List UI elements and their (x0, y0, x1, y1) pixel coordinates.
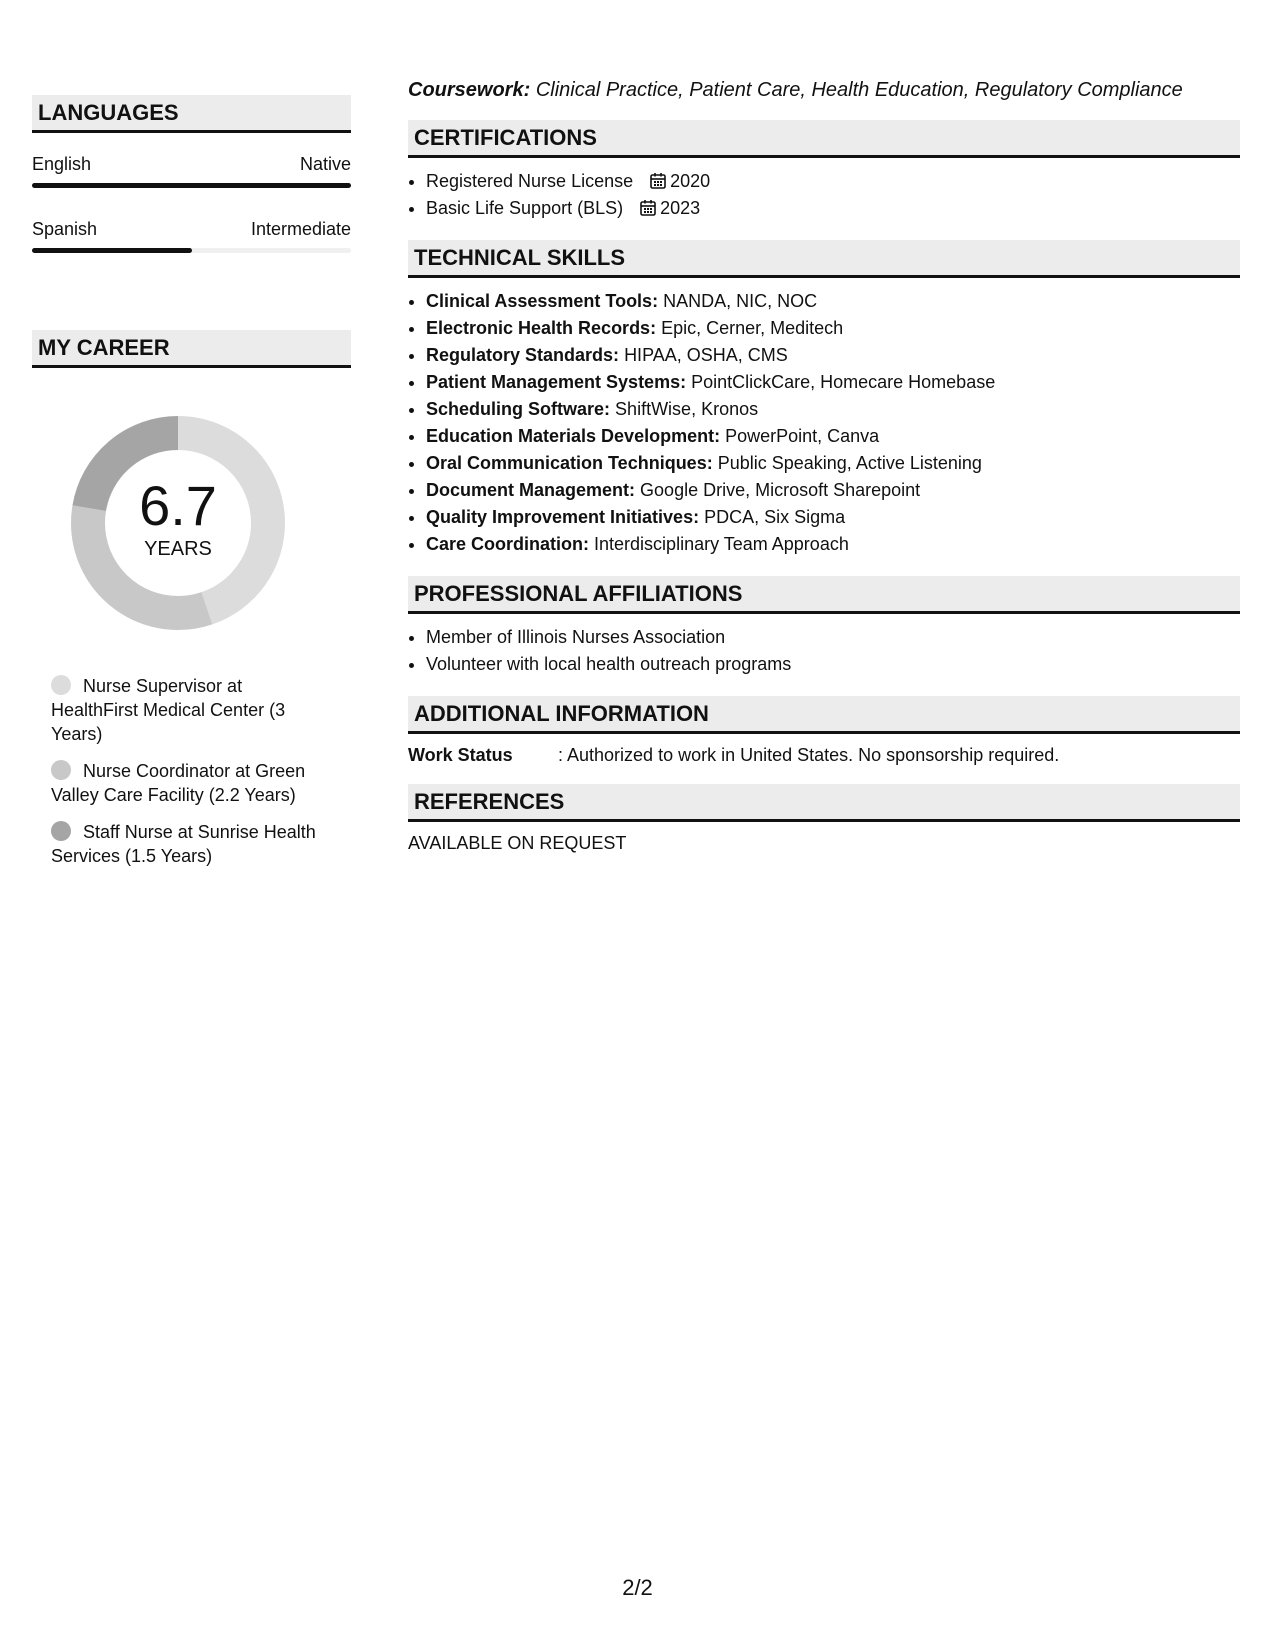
certification-name: Registered Nurse License (426, 171, 634, 191)
skill-label: Patient Management Systems: (426, 372, 687, 392)
skill-value: Epic, Cerner, Meditech (661, 318, 844, 338)
right-column (408, 78, 1240, 854)
technical-skills-section (408, 240, 1240, 558)
skill-label: Care Coordination: (426, 534, 590, 554)
calendar-icon (640, 199, 656, 216)
list-item: • Member of Illinois Nurses Association (426, 624, 1240, 651)
affiliations-list (408, 624, 1240, 678)
skill-value: HIPAA, OSHA, CMS (624, 345, 788, 365)
skill-value: Interdisciplinary Team Approach (594, 534, 849, 554)
page-number: 2/2 (622, 1575, 653, 1600)
language-level: Intermediate (250, 219, 351, 239)
career-legend (51, 674, 321, 868)
legend-item (51, 820, 321, 868)
calendar-icon (650, 172, 666, 189)
career-donut-chart (65, 410, 291, 636)
list-item (426, 477, 1240, 504)
legend-dot (51, 760, 71, 780)
work-status-value: : Authorized to work in United States. No sponsorship required. (558, 745, 1060, 765)
skill-label: Quality Improvement Initiatives: (426, 507, 700, 527)
list-item (426, 396, 1240, 423)
skill-value: ShiftWise, Kronos (615, 399, 759, 419)
skill-value: Google Drive, Microsoft Sharepoint (640, 480, 921, 500)
skill-value: PDCA, Six Sigma (704, 507, 846, 527)
career-total-years: 6.7 (139, 474, 217, 537)
list-item (426, 450, 1240, 477)
legend-item (51, 674, 321, 746)
references-value: AVAILABLE ON REQUEST (408, 833, 627, 853)
certifications-heading: CERTIFICATIONS (408, 120, 1240, 158)
legend-label: Staff Nurse at Sunrise Health Services (1.5 Years) (51, 822, 316, 866)
language-bar (32, 248, 351, 253)
list-item (426, 504, 1240, 531)
language-item (32, 153, 351, 188)
affiliations-section (408, 576, 1240, 678)
legend-dot (51, 821, 71, 841)
list-item (426, 423, 1240, 450)
language-level: Native (299, 154, 351, 174)
technical-skills-list (408, 288, 1240, 558)
skill-value: Public Speaking, Active Listening (717, 453, 982, 473)
additional-info-section (408, 696, 1240, 766)
skill-value: NANDA, NIC, NOC (663, 291, 818, 311)
certification-year: 2020 (670, 171, 711, 191)
skill-label: Electronic Health Records: (426, 318, 657, 338)
legend-label: Nurse Coordinator at Green Valley Care Facility (2.2 Years) (51, 761, 306, 805)
language-bar-fill (32, 248, 192, 253)
list-item (426, 195, 1240, 222)
language-name: English (32, 154, 92, 174)
skill-label: Regulatory Standards: (426, 345, 620, 365)
skill-label: Education Materials Development: (426, 426, 721, 446)
coursework-label: Coursework: (408, 79, 531, 101)
affiliations-heading: PROFESSIONAL AFFILIATIONS (408, 576, 1240, 614)
skill-label: Document Management: (426, 480, 636, 500)
left-column (32, 95, 351, 881)
language-name: Spanish (32, 219, 98, 239)
certifications-section (408, 120, 1240, 222)
list-item (426, 315, 1240, 342)
legend-item (51, 759, 321, 807)
list-item (426, 288, 1240, 315)
list-item (426, 168, 1240, 195)
certification-name: Basic Life Support (BLS) (426, 198, 624, 218)
skill-label: Oral Communication Techniques: (426, 453, 713, 473)
technical-skills-heading: TECHNICAL SKILLS (408, 240, 1240, 278)
language-item (32, 218, 351, 253)
coursework-line (408, 78, 1240, 102)
list-item (426, 369, 1240, 396)
skill-value: PowerPoint, Canva (725, 426, 880, 446)
language-bar (32, 183, 351, 188)
legend-dot (51, 675, 71, 695)
skill-value: PointClickCare, Homecare Homebase (691, 372, 996, 392)
career-total-unit: YEARS (144, 538, 212, 560)
list-item: • Volunteer with local health outreach programs (426, 651, 1240, 678)
work-status-label: Work Status (408, 745, 513, 765)
career-heading: MY CAREER (32, 330, 351, 368)
work-status-row (408, 744, 1240, 766)
language-bar-fill (32, 183, 351, 188)
additional-info-heading: ADDITIONAL INFORMATION (408, 696, 1240, 734)
legend-label: Nurse Supervisor at HealthFirst Medical Center (3 Years) (51, 676, 286, 744)
references-section (408, 784, 1240, 854)
list-item (426, 531, 1240, 558)
certification-year: 2023 (660, 198, 701, 218)
list-item (426, 342, 1240, 369)
languages-heading: LANGUAGES (32, 95, 351, 133)
skill-label: Clinical Assessment Tools: (426, 291, 659, 311)
certifications-list (408, 168, 1240, 222)
coursework-value: Clinical Practice, Patient Care, Health Education, Regulatory Compliance (535, 79, 1183, 101)
references-heading: REFERENCES (408, 784, 1240, 822)
skill-label: Scheduling Software: (426, 399, 611, 419)
